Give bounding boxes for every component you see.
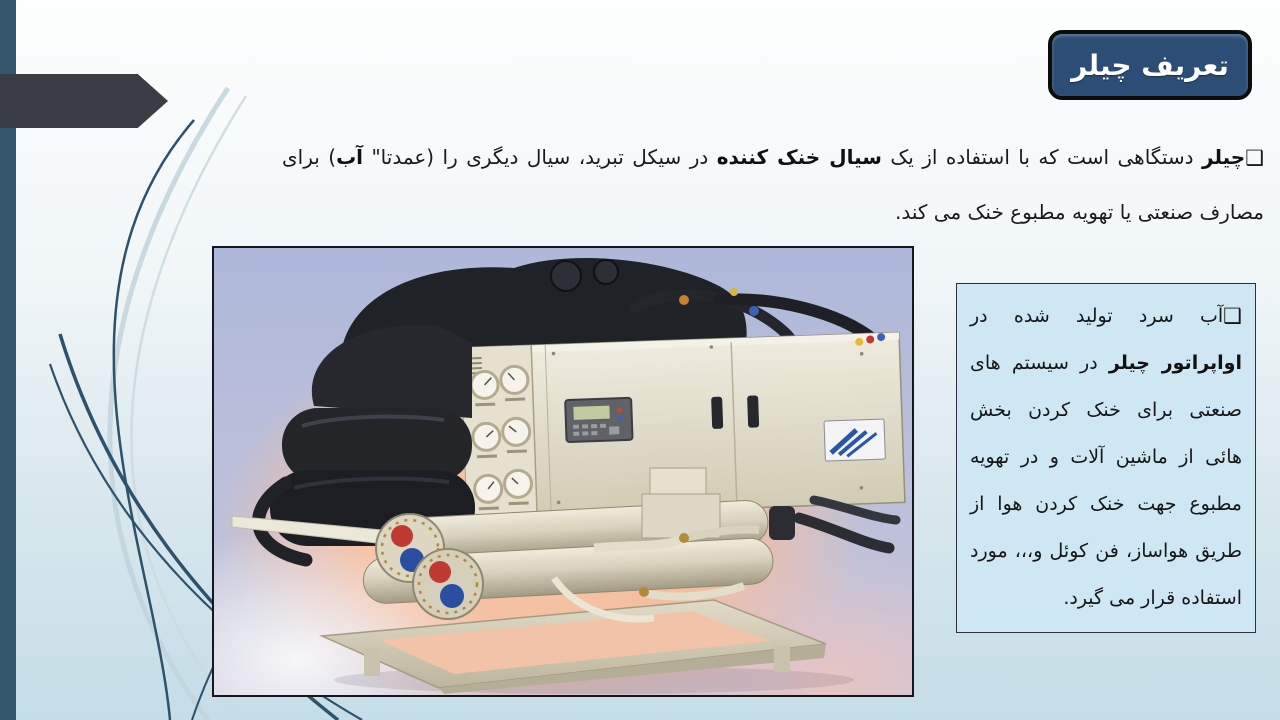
chiller-photo xyxy=(212,246,914,697)
intro-term-coolant: سیال خنک کننده xyxy=(716,145,882,169)
intro-text-1: دستگاهی است که با استفاده از یک xyxy=(881,145,1202,169)
slide-title-box xyxy=(1048,30,1252,100)
slide-title-text: تعریف چیلر xyxy=(1071,48,1229,82)
bullet-square-icon: ❑ xyxy=(1223,304,1242,328)
bullet-square-icon: ❑ xyxy=(1245,146,1265,170)
side-text-1: آب سرد تولید شده در xyxy=(970,305,1224,327)
side-term-evaporator: اواپراتور چیلر xyxy=(1108,352,1242,374)
intro-text-2: در سیکل تبرید، سیال دیگری را (عمدتا" xyxy=(363,145,717,169)
intro-term-water: آب xyxy=(336,145,364,169)
intro-term-chiller: چیلر xyxy=(1202,145,1246,169)
side-text-2: در سیستم های صنعتی برای خنک کردن بخش هائی از ماشین آلات و در تهویه مطبوع جهت خنک کردن هوا از طریق هواساز، فن کوئل و،،، مورد استفاده قرار می گیرد. xyxy=(970,352,1242,609)
intro-paragraph xyxy=(282,130,1264,240)
side-text-box xyxy=(956,283,1256,633)
chiller-illustration xyxy=(214,248,912,695)
arrow-banner xyxy=(0,74,168,128)
intro-text-3: ) برای مصارف صنعتی یا تهویه مطبوع خنک می کند. xyxy=(282,145,1264,224)
